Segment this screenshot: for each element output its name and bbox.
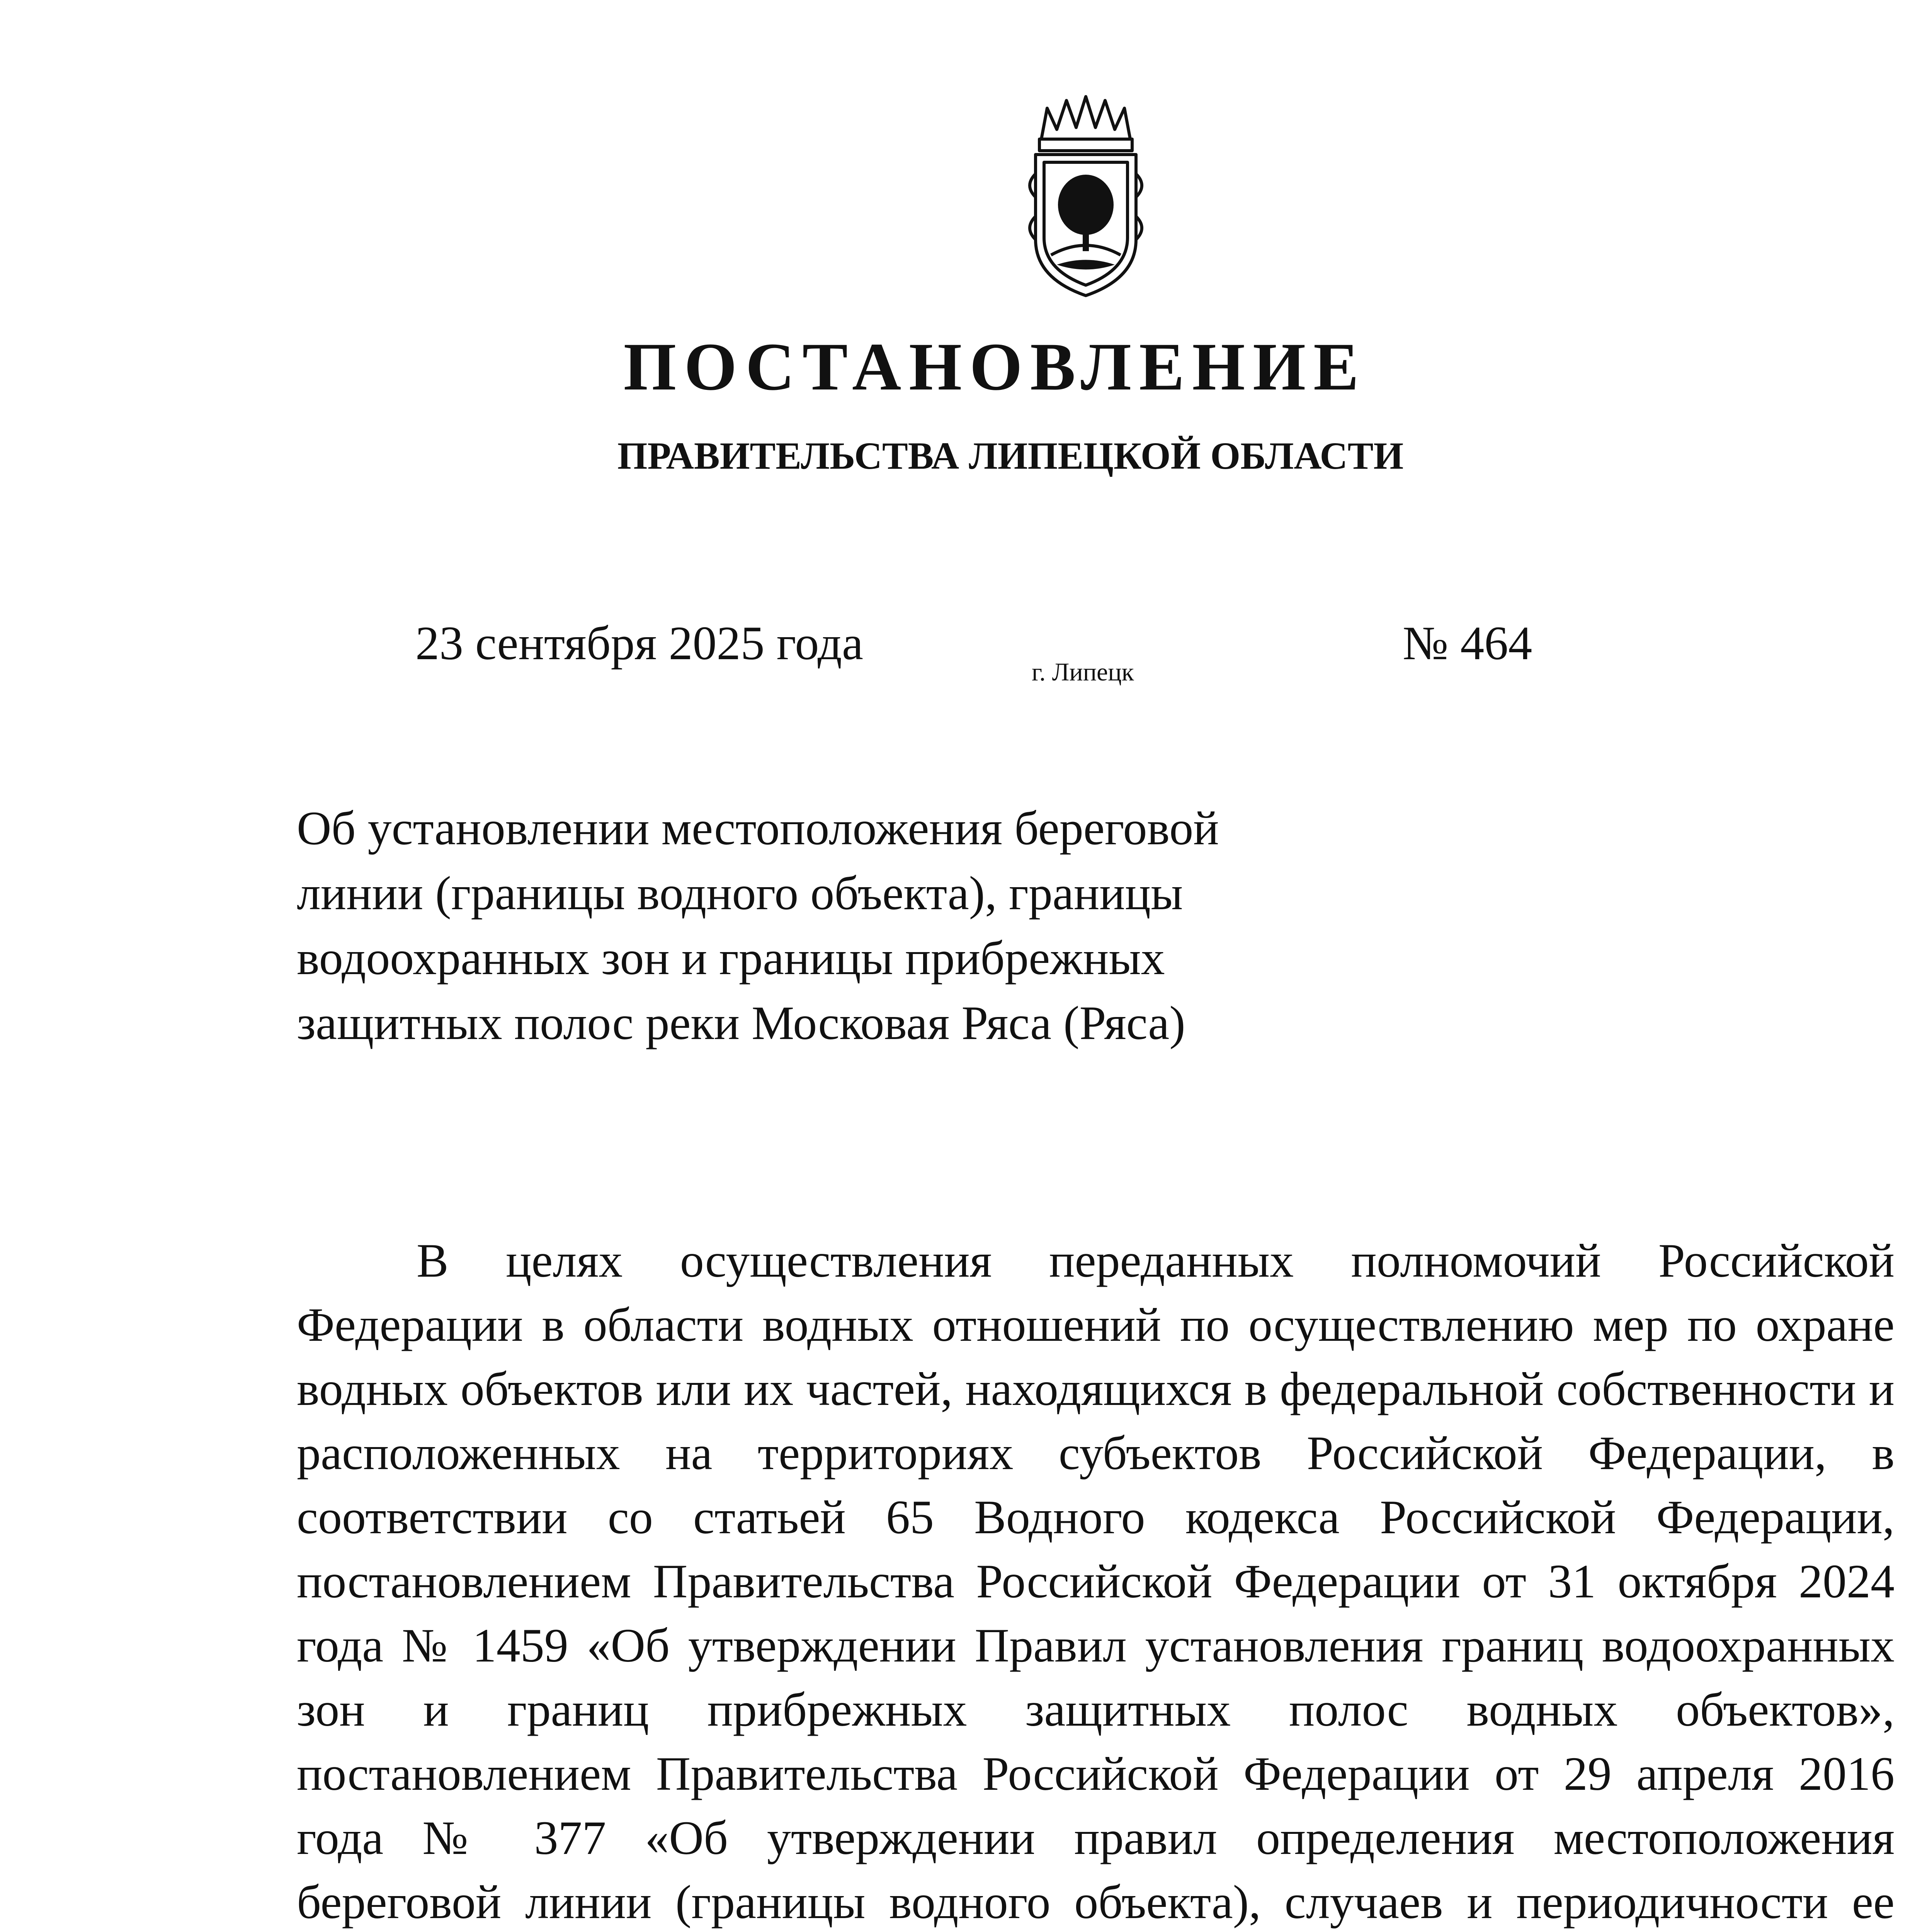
subject-line: водоохранных зон и границы прибрежных [297,932,1165,985]
subject-line: защитных полос реки Московая Ряса (Ряса) [297,997,1185,1049]
document-body [297,1229,1895,1932]
document-city: г. Липецк [1032,658,1134,686]
preamble-paragraph: В целях осуществления переданных полномочий Российской Федерации в области водных отношений по осуществлению мер по охране водных объектов или их частей, находящихся в федеральной собственности и расположенных на территориях субъектов Российской Федерации, в соответствии со статьей 65 Водного кодекса Российской Федерации, постановлением Правительства Российской Федерации от 31 октября 2024 года № 1459 «Об утверждении Правил установления границ водоохранных зон и границ прибрежных защитных полос водных объектов», постановлением Правительства Российской Федерации от 29 апреля 2016 года № 377 «Об утверждении правил определения местоположения береговой линии (границы водного объекта), случаев и периодичности ее [297,1234,1895,1929]
subject-line: линии (границы водного объекта), границы [297,867,1183,920]
document-subject [297,796,1263,1056]
subject-line: Об установлении местоположения береговой [297,802,1219,855]
document-number: № 464 [1403,617,1532,670]
document-date: 23 сентября 2025 года [415,617,863,670]
document-subtitle: ПРАВИТЕЛЬСТВА ЛИПЕЦКОЙ ОБЛАСТИ [617,434,1404,477]
document-title: ПОСТАНОВЛЕНИЕ [623,329,1367,405]
coat-of-arms-icon [1020,93,1151,301]
